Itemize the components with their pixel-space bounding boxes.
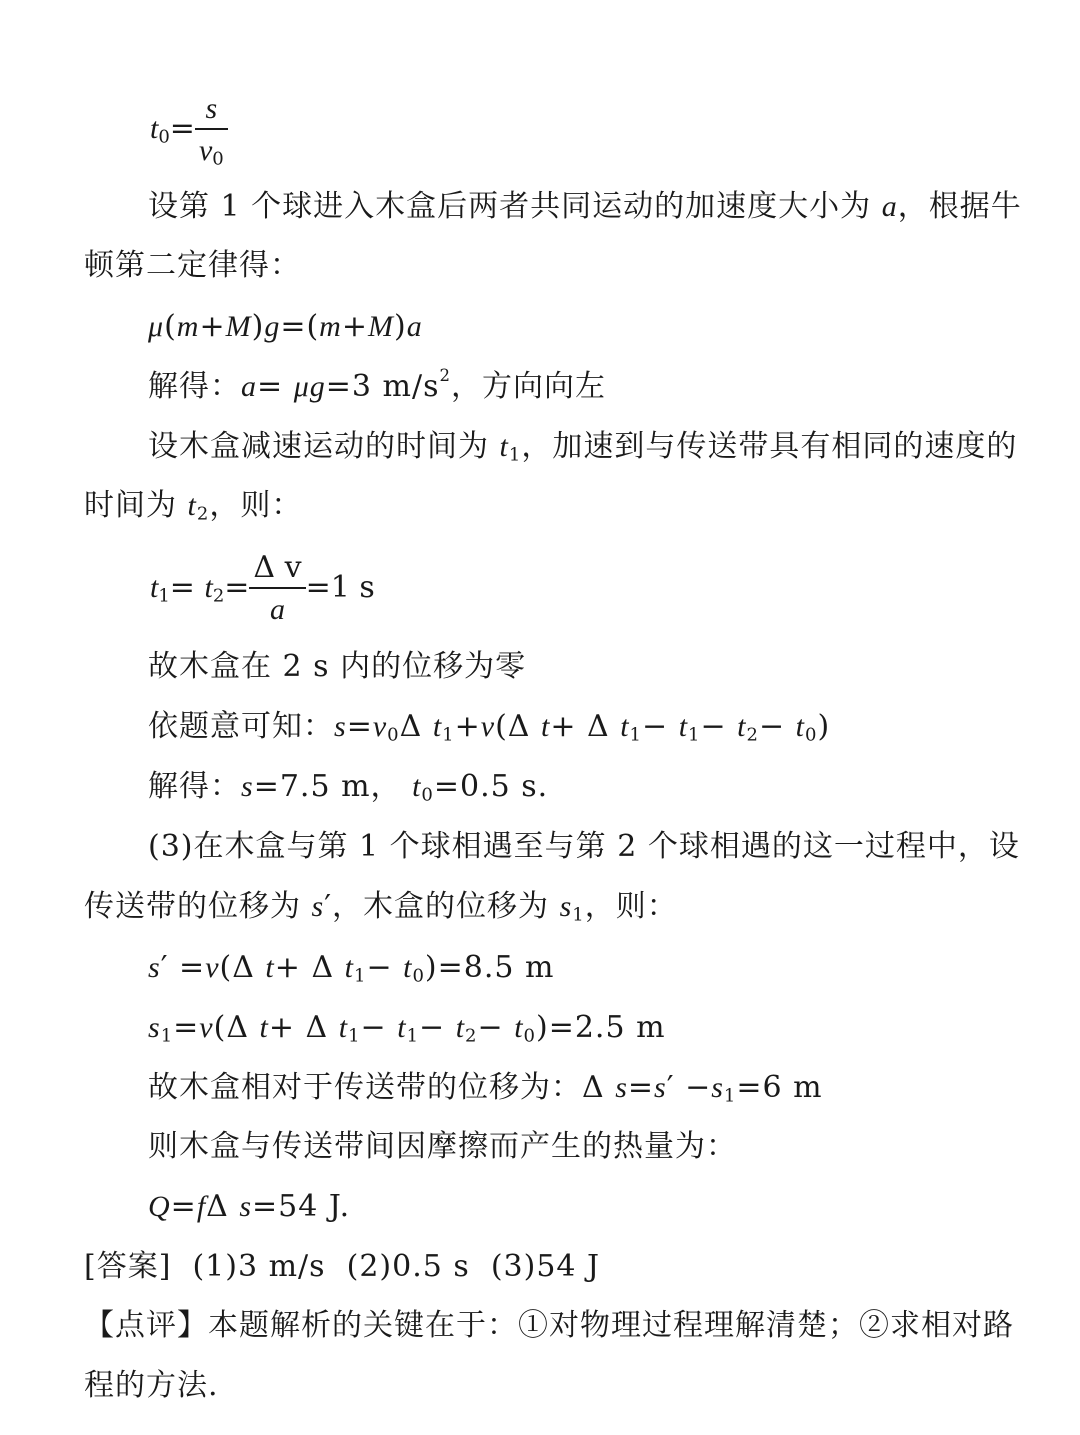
equation-result: 解得：s=7.5 m， $t_0=0.5$ s.	[148, 769, 549, 806]
answer-line: [答案] (1)3 m/s (2)0.5 s (3)54 J	[84, 1249, 601, 1284]
paragraph-acceleration-cont: 顿第二定律得：	[84, 248, 301, 283]
paragraph-times-cont: 时间为 $t_2$，则：	[84, 488, 303, 525]
fraction: $\frac{s}{v_0}$	[195, 94, 228, 166]
comment-paragraph: 【点评】本题解析的关键在于：①对物理过程理解清楚；②求相对路	[84, 1308, 1014, 1343]
equation-t1-t2: $t_1= t_2=$ $\frac{\text{Δ v}}{a}$ =1 s	[150, 550, 375, 626]
paragraph-heat: 则木盒与传送带间因摩擦而产生的热量为：	[148, 1129, 737, 1164]
equation-t0: $t_0=$ $\frac{s}{v_0}$	[150, 94, 228, 166]
equation-newton: μ(m+M)g=(m+M)a	[148, 309, 423, 344]
fraction: $\frac{\text{Δ v}}{a}$	[249, 553, 305, 625]
comment-paragraph-cont: 程的方法.	[84, 1368, 219, 1403]
equation-heat: Q=fΔ s=54 J.	[148, 1189, 351, 1224]
paragraph-part3: (3)在木盒与第 1 个球相遇至与第 2 个球相遇的这一过程中，设	[148, 829, 1020, 864]
equation-s-prime: s′ =v(Δ t+ Δ $t_1- t_0)=8.5$ m	[148, 950, 555, 987]
paragraph-part3-cont: 传送带的位移为 s′，木盒的位移为 $s_1$，则：	[84, 889, 678, 926]
equation-s: 依题意可知：$s=v_0\Delta$ $t_1+v(\Delta$ t+ Δ $t_1- t_1- t_2- t_0$)	[148, 709, 831, 746]
equation-s1: $s_1=v(\Delta$ t+ Δ $t_1- t_1- t_2- t_0)=2.5$ m	[148, 1010, 666, 1047]
paragraph-times: 设木盒减速运动的时间为 $t_1$，加速到与传送带具有相同的速度的	[148, 429, 1018, 466]
equation-relative-displacement: 故木盒相对于传送带的位移为：Δ $s=s' -s_1=6$ m	[148, 1070, 823, 1107]
paragraph-acceleration: 设第 1 个球进入木盒后两者共同运动的加速度大小为 a，根据牛	[148, 189, 1022, 224]
equation-solve-a: 解得：a= μg=3 $m/s^2$，方向向左	[148, 366, 606, 404]
paragraph-zero-displacement: 故木盒在 2 s 内的位移为零	[148, 649, 527, 684]
